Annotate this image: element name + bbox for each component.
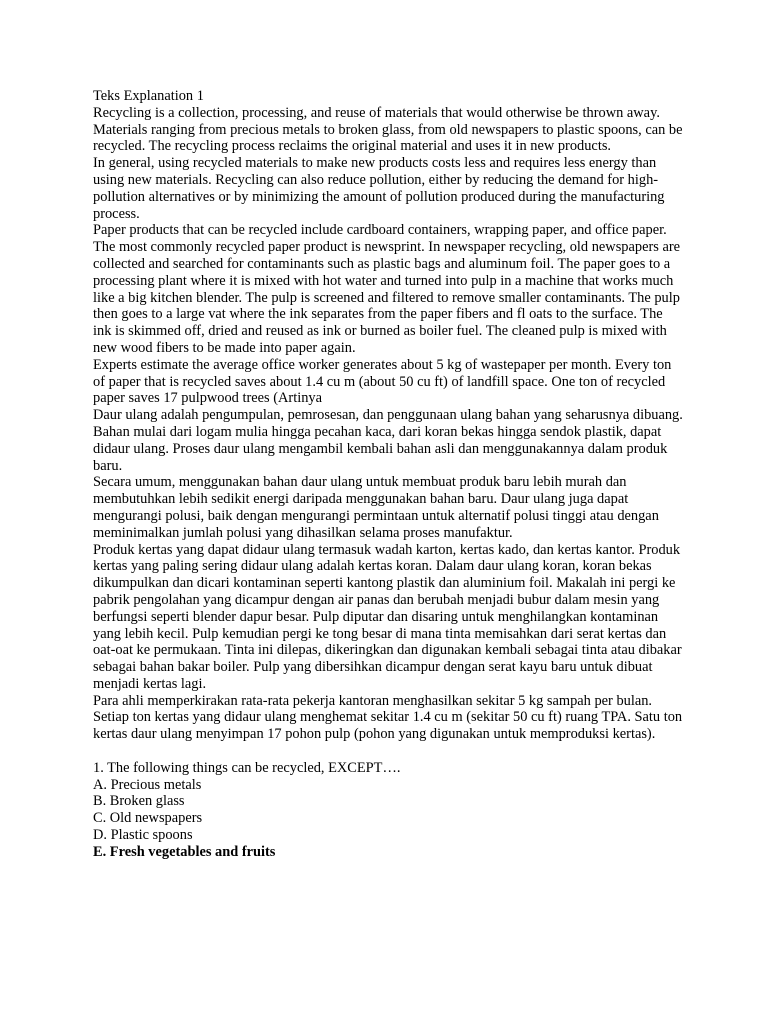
option-a: A. Precious metals — [93, 776, 202, 793]
indonesian-paragraph-2: Secara umum, menggunakan bahan daur ulang untuk membuat produk baru lebih murah dan membutuhkan lebih sedikit energi daripada menggunakan bahan baru. Daur ulang juga dapat mengurangi polusi, baik dengan mengurangi permintaan untuk alternatif polusi tinggi atau dengan meminimalkan jumlah polusi yang dihasilkan selama proses manufaktur. — [93, 474, 659, 541]
option-b: B. Broken glass — [93, 793, 185, 810]
english-paragraph-2: In general, using recycled materials to make new products costs less and requires less energy than using new materials. Recycling can also reduce pollution, either by reducing the demand for high-pollution alternatives or by minimizing the amount of pollution produced during the manufacturing process. — [93, 155, 665, 222]
document-title: Teks Explanation 1 — [93, 88, 204, 104]
document-page — [93, 88, 683, 861]
option-d: D. Plastic spoons — [93, 827, 193, 844]
english-paragraph-4: Experts estimate the average office worker generates about 5 kg of wastepaper per month. Every ton of paper that is recycled saves about 1.4 cu m (about 50 cu ft) of landfill space. One ton of recycled paper saves 17 pulpwood trees (Artinya — [93, 356, 672, 407]
indonesian-paragraph-3: Produk kertas yang dapat didaur ulang termasuk wadah karton, kertas kado, dan kertas kantor. Produk kertas yang paling sering didaur ulang adalah kertas koran. Dalam daur ulang koran, koran bekas dikumpulkan dan dicari kontaminan seperti kantong plastik dan aluminium foil. Makalah ini pergi ke pabrik pengolahan yang dicampur dengan air panas dan berubah menjadi bubur dalam mesin yang berfungsi seperti blender dapur besar. Pulp diputar dan disaring untuk menghilangkan kontaminan yang lebih kecil. Pulp kemudian pergi ke tong besar di mana tinta memisahkan dari serat kertas dan oat-oat ke permukaan. Tinta ini dilepas, dikeringkan dan digunakan kembali sebagai tinta atau dibakar sebagai bahan bakar boiler. Pulp yang dibersihkan dicampur dengan serat kayu baru untuk dibuat menjadi kertas lagi. — [93, 541, 682, 692]
blank-line — [93, 743, 683, 760]
english-paragraph-3: Paper products that can be recycled include cardboard containers, wrapping paper, and office paper. The most commonly recycled paper product is newsprint. In newspaper recycling, old newspapers are collected and searched for contaminants such as plastic bags and aluminum foil. The paper goes to a processing plant where it is mixed with hot water and turned into pulp in a machine that works much like a big kitchen blender. The pulp is screened and filtered to remove smaller contaminants. The pulp then goes to a large vat where the ink separates from the paper fibers and fl oats to the surface. The ink is skimmed off, dried and reused as ink or burned as boiler fuel. The cleaned pulp is mixed with new wood fibers to be made into paper again. — [93, 222, 681, 356]
english-paragraph-1: Recycling is a collection, processing, and reuse of materials that would otherwise be thrown away. Materials ranging from precious metals to broken glass, from old newspapers to plastic spoons, can be recycled. The recycling process reclaims the original material and uses it in new products. — [93, 104, 683, 155]
question-text: 1. The following things can be recycled, EXCEPT…. — [93, 759, 401, 776]
indonesian-paragraph-1: Daur ulang adalah pengumpulan, pemrosesan, dan penggunaan ulang bahan yang seharusnya dibuang. Bahan mulai dari logam mulia hingga pecahan kaca, dari koran bekas hingga sendok plastik, dapat didaur ulang. Proses daur ulang mengambil kembali bahan asli dan menggunakannya dalam produk baru. — [93, 407, 683, 474]
option-e-answer: E. Fresh vegetables and fruits — [93, 843, 276, 860]
indonesian-paragraph-4: Para ahli memperkirakan rata-rata pekerja kantoran menghasilkan sekitar 5 kg sampah per bulan. Setiap ton kertas yang didaur ulang menghemat sekitar 1.4 cu m (sekitar 50 cu ft) ruang TPA. Satu ton kertas daur ulang menyimpan 17 pohon pulp (pohon yang digunakan untuk memproduksi kertas). — [93, 692, 683, 743]
option-c: C. Old newspapers — [93, 810, 203, 827]
